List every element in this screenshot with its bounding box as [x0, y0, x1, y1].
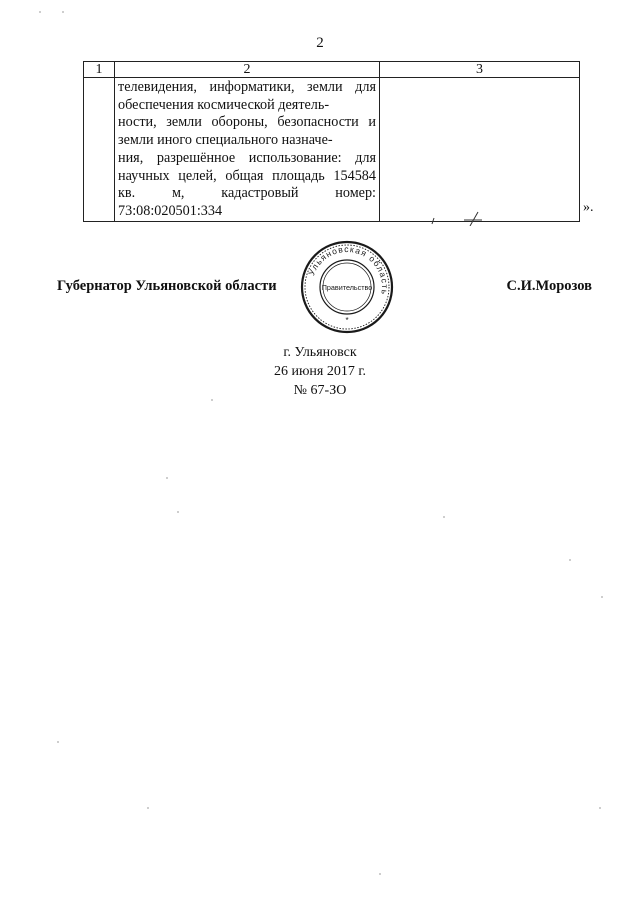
svg-text:*: *	[345, 316, 349, 325]
land-description: телевидения, информатики, земли для обеспечения космической деятель- ности, земли обороны, безопасности и земли иного специального назначе- ния, разрешённое использование: для научных целей, общая площадь 154584 кв. м, кадастровый номер: 73:08:020501:334	[118, 79, 376, 219]
table-header-row	[84, 62, 580, 78]
page-number: 2	[316, 35, 324, 51]
law-number-line: № 67-ЗО	[293, 383, 347, 398]
row-cell-2	[115, 78, 380, 222]
row-cell-1	[84, 78, 115, 222]
city-line: г. Ульяновск	[283, 345, 357, 360]
date-line: 26 июня 2017 г.	[273, 364, 367, 379]
header-cell-2: 2	[115, 62, 380, 78]
governor-title: Губернатор Ульяновской области	[57, 278, 277, 294]
closing-quote: ».	[583, 200, 594, 215]
land-table	[83, 61, 580, 222]
place-date-block	[0, 343, 640, 400]
table-row	[84, 78, 580, 222]
official-seal-stamp	[299, 239, 395, 335]
handwritten-scribble	[420, 206, 490, 226]
header-cell-1: 1	[84, 62, 115, 78]
header-cell-3: 3	[380, 62, 580, 78]
seal-outer-text: Ульяновская область	[306, 243, 391, 297]
governor-name: С.И.Морозов	[506, 278, 592, 294]
row-cell-3	[380, 78, 580, 222]
seal-inner-text: Правительство	[321, 283, 373, 292]
